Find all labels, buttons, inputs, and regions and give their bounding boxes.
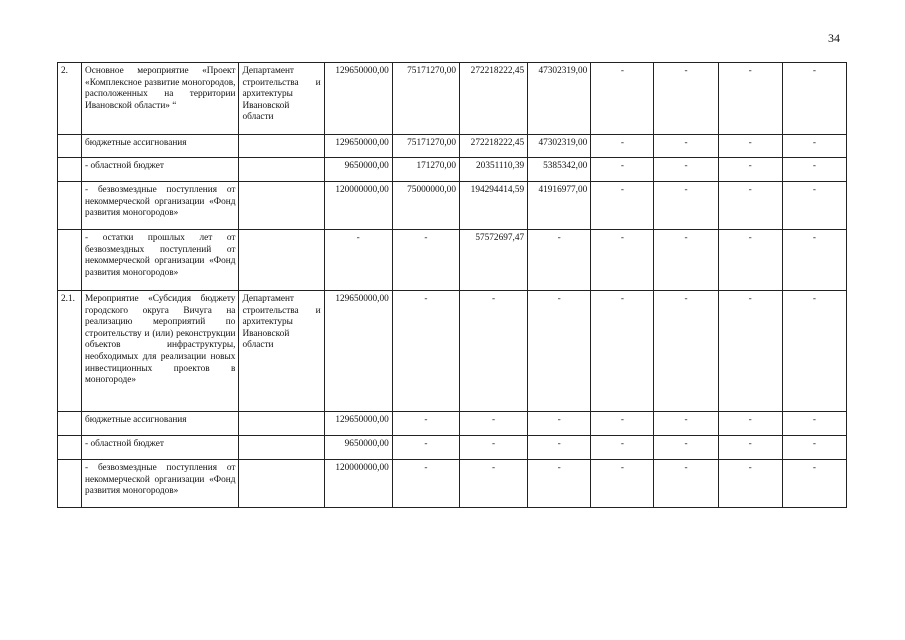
value-dash: - [591, 63, 654, 135]
row-index: 2. [58, 63, 82, 135]
value-amount: 57572697,47 [459, 230, 527, 291]
value-dash: - [654, 158, 718, 182]
value-dash: - [718, 135, 782, 158]
value-dash: - [782, 182, 846, 230]
value-amount: 129650000,00 [324, 63, 392, 135]
index-empty-cell [58, 412, 82, 436]
value-dash: - [324, 230, 392, 291]
value-dash: - [718, 230, 782, 291]
value-dash: - [718, 436, 782, 460]
table-row [58, 291, 847, 412]
value-amount: 9650000,00 [324, 436, 392, 460]
measure-name: Основное мероприятие «Проект «Комплексное развитие моногородов, расположенных на территории Ивановской области» “ [82, 63, 239, 135]
value-dash: - [782, 135, 846, 158]
value-dash: - [528, 291, 591, 412]
index-empty-cell [58, 460, 82, 508]
value-dash: - [654, 135, 718, 158]
value-dash: - [782, 460, 846, 508]
value-dash: - [591, 412, 654, 436]
value-amount: 75171270,00 [392, 135, 459, 158]
value-dash: - [528, 460, 591, 508]
value-dash: - [591, 436, 654, 460]
table-row [58, 63, 847, 135]
value-dash: - [718, 182, 782, 230]
value-amount: 5385342,00 [528, 158, 591, 182]
value-dash: - [591, 291, 654, 412]
value-amount: 47302319,00 [528, 63, 591, 135]
value-amount: 272218222,45 [459, 63, 527, 135]
executor: Департамент строительства и архитектуры Ивановской области [239, 63, 324, 135]
executor-empty-cell [239, 412, 324, 436]
value-amount: 194294414,59 [459, 182, 527, 230]
value-dash: - [591, 182, 654, 230]
value-dash: - [782, 412, 846, 436]
value-dash: - [392, 230, 459, 291]
value-amount: 120000000,00 [324, 182, 392, 230]
executor-empty-cell [239, 230, 324, 291]
value-amount: 129650000,00 [324, 412, 392, 436]
value-dash: - [459, 291, 527, 412]
value-dash: - [718, 158, 782, 182]
funding-source-label: бюджетные ассигнования [82, 412, 239, 436]
executor-empty-cell [239, 436, 324, 460]
value-dash: - [654, 63, 718, 135]
value-amount: 41916977,00 [528, 182, 591, 230]
value-dash: - [591, 135, 654, 158]
value-dash: - [528, 412, 591, 436]
value-dash: - [459, 436, 527, 460]
value-dash: - [782, 291, 846, 412]
index-empty-cell [58, 135, 82, 158]
value-amount: 171270,00 [392, 158, 459, 182]
value-dash: - [782, 230, 846, 291]
table-row [58, 158, 847, 182]
funding-source-label: - остатки прошлых лет от безвозмездных поступлений от некоммерческой организации «Фонд развития моногородов» [82, 230, 239, 291]
index-empty-cell [58, 436, 82, 460]
value-amount: 47302319,00 [528, 135, 591, 158]
value-dash: - [718, 412, 782, 436]
funding-source-label: бюджетные ассигнования [82, 135, 239, 158]
value-amount: 129650000,00 [324, 135, 392, 158]
table-row [58, 182, 847, 230]
budget-table [57, 62, 847, 508]
funding-source-label: - областной бюджет [82, 436, 239, 460]
value-dash: - [782, 158, 846, 182]
value-dash: - [459, 412, 527, 436]
value-dash: - [392, 291, 459, 412]
value-amount: 75171270,00 [392, 63, 459, 135]
value-dash: - [718, 460, 782, 508]
table-row [58, 412, 847, 436]
executor-empty-cell [239, 182, 324, 230]
row-index: 2.1. [58, 291, 82, 412]
value-dash: - [654, 412, 718, 436]
value-dash: - [528, 230, 591, 291]
value-dash: - [654, 291, 718, 412]
value-dash: - [782, 436, 846, 460]
funding-source-label: - безвозмездные поступления от некоммерческой организации «Фонд развития моногородов» [82, 182, 239, 230]
table-row [58, 230, 847, 291]
value-amount: 120000000,00 [324, 460, 392, 508]
table-row [58, 460, 847, 508]
value-dash: - [459, 460, 527, 508]
value-dash: - [392, 436, 459, 460]
value-amount: 9650000,00 [324, 158, 392, 182]
value-dash: - [654, 460, 718, 508]
funding-source-label: - областной бюджет [82, 158, 239, 182]
value-dash: - [718, 291, 782, 412]
value-dash: - [654, 230, 718, 291]
measure-name: Мероприятие «Субсидия бюджету городского округа Вичуга на реализацию мероприятий по строительству и (или) реконструкции объектов инфраструктуры, необходимых для реализации новых инвестиционных проектов в моногороде» [82, 291, 239, 412]
executor-empty-cell [239, 135, 324, 158]
value-amount: 272218222,45 [459, 135, 527, 158]
table-row [58, 135, 847, 158]
value-dash: - [782, 63, 846, 135]
value-dash: - [392, 412, 459, 436]
index-empty-cell [58, 158, 82, 182]
value-dash: - [654, 182, 718, 230]
value-dash: - [591, 230, 654, 291]
value-amount: 75000000,00 [392, 182, 459, 230]
table-row [58, 436, 847, 460]
value-amount: 129650000,00 [324, 291, 392, 412]
index-empty-cell [58, 230, 82, 291]
value-dash: - [528, 436, 591, 460]
executor: Департамент строительства и архитектуры Ивановской области [239, 291, 324, 412]
value-dash: - [591, 158, 654, 182]
executor-empty-cell [239, 158, 324, 182]
value-dash: - [654, 436, 718, 460]
page-number: 34 [828, 31, 840, 45]
executor-empty-cell [239, 460, 324, 508]
funding-source-label: - безвозмездные поступления от некоммерческой организации «Фонд развития моногородов» [82, 460, 239, 508]
value-dash: - [392, 460, 459, 508]
index-empty-cell [58, 182, 82, 230]
value-dash: - [591, 460, 654, 508]
value-dash: - [718, 63, 782, 135]
value-amount: 20351110,39 [459, 158, 527, 182]
